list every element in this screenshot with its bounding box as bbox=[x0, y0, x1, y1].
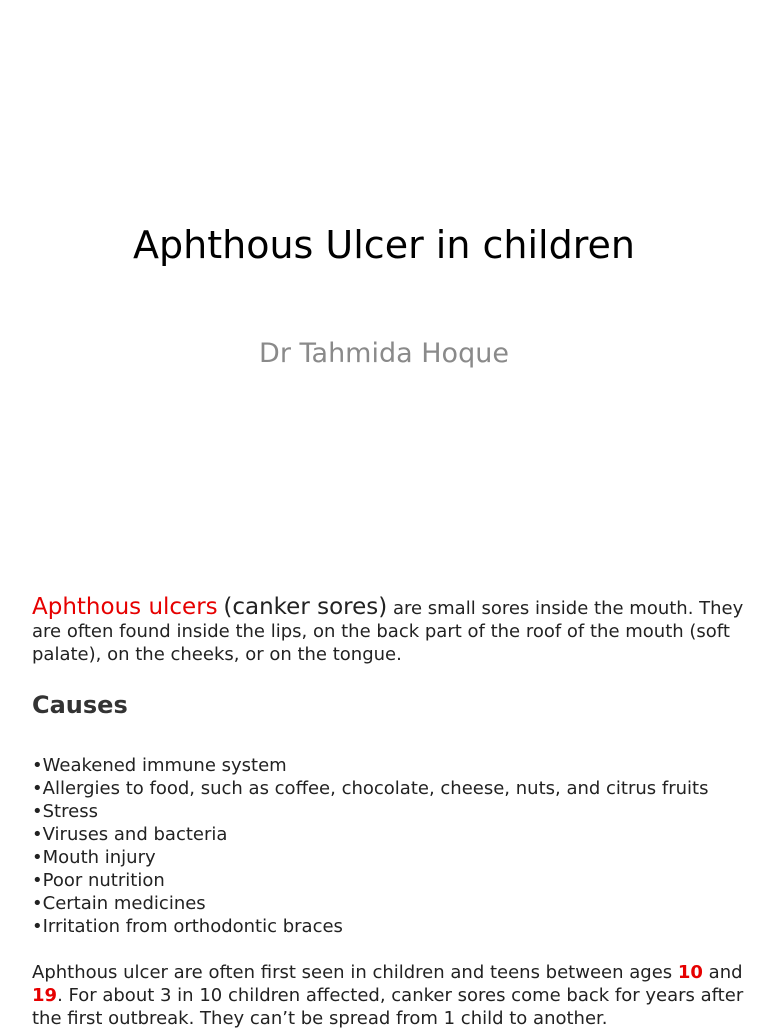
cause-item-text: Irritation from orthodontic braces bbox=[42, 916, 343, 937]
causes-heading: Causes bbox=[32, 691, 128, 719]
onset-text-before: Aphthous ulcer are often first seen in children and teens between ages bbox=[32, 962, 678, 983]
onset-text-after: . For about 3 in 10 children affected, canker sores come back for years after the first outbreak. They can’t be spread from 1 child to another. bbox=[32, 985, 744, 1029]
cause-item bbox=[32, 892, 744, 915]
cause-item-text: Allergies to food, such as coffee, chocolate, cheese, nuts, and citrus fruits bbox=[42, 778, 709, 799]
cause-item bbox=[32, 754, 744, 777]
intro-alias: (canker sores) bbox=[223, 594, 388, 620]
slide-author: Dr Tahmida Hoque bbox=[259, 338, 509, 369]
causes-list bbox=[32, 754, 744, 938]
cause-item-text: Viruses and bacteria bbox=[42, 824, 228, 845]
cause-item bbox=[32, 915, 744, 938]
cause-item-text: Weakened immune system bbox=[42, 755, 287, 776]
onset-age-start: 10 bbox=[677, 962, 703, 983]
cause-item bbox=[32, 846, 744, 869]
content-slide bbox=[32, 596, 744, 1030]
cause-item bbox=[32, 869, 744, 892]
intro-paragraph bbox=[32, 596, 744, 666]
cause-item bbox=[32, 800, 744, 823]
intro-text: are small sores inside the mouth. They are often found inside the lips, on the back part of the roof of the mouth (soft palate), on the cheeks, or on the tongue. bbox=[32, 598, 744, 665]
onset-text-between: and bbox=[702, 962, 743, 983]
cause-item bbox=[32, 777, 744, 800]
cause-item-text: Poor nutrition bbox=[42, 870, 165, 891]
onset-age-end: 19 bbox=[32, 985, 58, 1006]
cause-item-text: Mouth injury bbox=[42, 847, 156, 868]
cause-item-text: Certain medicines bbox=[42, 893, 206, 914]
cause-item-text: Stress bbox=[42, 801, 98, 822]
cause-item bbox=[32, 823, 744, 846]
onset-paragraph bbox=[32, 961, 744, 1030]
intro-term: Aphthous ulcers bbox=[32, 594, 218, 620]
slide-title: Aphthous Ulcer in children bbox=[133, 223, 635, 267]
